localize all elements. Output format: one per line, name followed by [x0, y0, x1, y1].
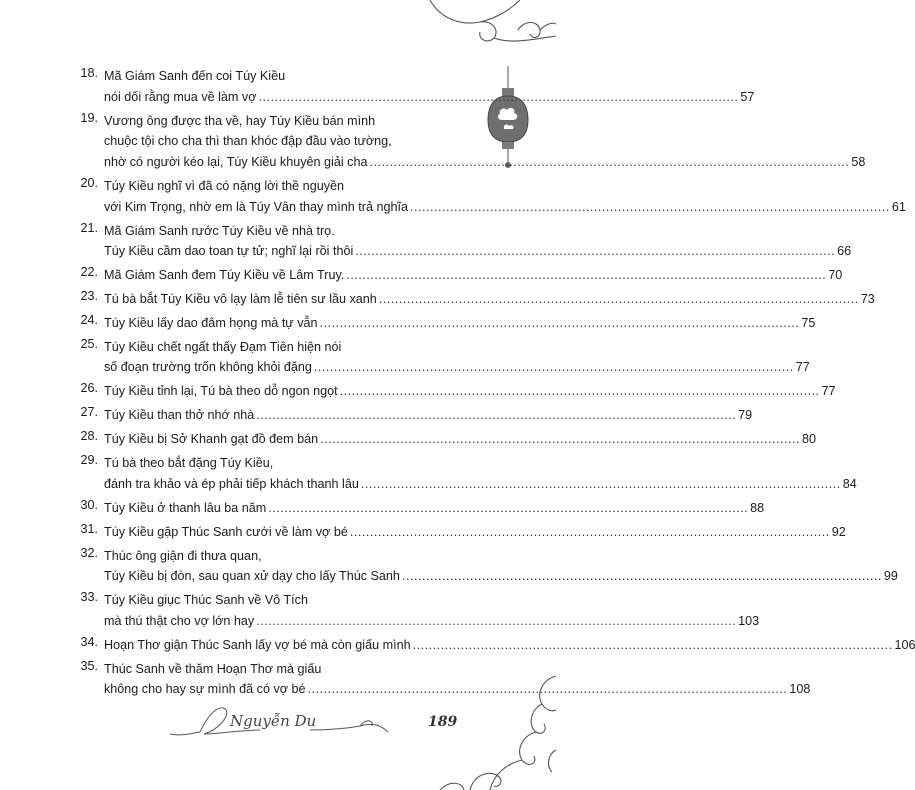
dot-leader: ........................................................................................................................ [307, 682, 788, 697]
toc-entry[interactable] [70, 312, 816, 334]
toc-entry-page: 88 [750, 500, 765, 515]
toc-entry-number: 32. [80, 545, 98, 560]
toc-entry-number: 33. [80, 590, 98, 605]
toc-entry-number: 26. [80, 381, 98, 396]
toc-entry-line [104, 357, 810, 377]
toc-entry-title: chuộc tội cho cha thì than khóc đập đầu vào tường, [104, 134, 392, 149]
toc-entry-line [104, 241, 852, 261]
dot-leader: ........................................................................................................................ [360, 476, 841, 491]
toc-entry-title: Thúc ông giận đi thưa quan, [104, 548, 262, 563]
toc-entry-page: 108 [789, 682, 811, 697]
toc-entry[interactable] [70, 634, 915, 656]
toc-entry-line [104, 566, 898, 586]
toc-entry-page: 75 [801, 315, 816, 330]
toc-entry-page: 99 [883, 569, 898, 584]
toc-entry-page: 61 [891, 199, 906, 214]
toc-entry-page: 79 [738, 408, 753, 423]
toc-entry-page: 73 [860, 292, 875, 306]
toc-entry-number: 22. [80, 265, 98, 280]
toc-entry[interactable] [70, 110, 866, 173]
toc-entry-line [104, 405, 753, 425]
dot-leader: ........................................................................................................................ [258, 89, 739, 104]
toc-entry-title: không cho hay sự mình đã có vợ bé [104, 682, 306, 697]
dot-leader: ........................................................................................................................ [256, 613, 737, 628]
toc-entry-title: Thúc Sanh về thăm Hoạn Thơ mà giấu [104, 661, 322, 676]
dot-leader: ........................................................................................................................ [268, 500, 749, 515]
toc-entry-title: nhờ có người kéo lại, Túy Kiều khuyên giải cha [104, 154, 368, 169]
toc-entry-title: Vương ông được tha về, hay Túy Kiều bán mình [104, 113, 376, 128]
toc-entry-number: 21. [80, 220, 98, 235]
dot-leader: ........................................................................................................................ [409, 199, 890, 214]
dot-leader: ........................................................................................................................ [320, 432, 800, 447]
dot-leader: ........................................................................................................................ [378, 292, 859, 306]
dot-leader: ........................................................................................................................ [256, 408, 737, 423]
toc-entry-title: Túy Kiều tỉnh lại, Tú bà theo dỗ ngon ngọt [104, 384, 338, 399]
toc-entry-title: Mã Giám Sanh đến coi Túy Kiều [104, 69, 286, 83]
toc-entry-number: 23. [80, 289, 98, 303]
toc-entry-title: Túy Kiều bị đòn, sau quan xử dạy cho lấy Thúc Sanh [104, 569, 400, 584]
toc-entry-title: Túy Kiều lấy dao đâm họng mà tự vẫn [104, 315, 318, 330]
toc-entry-title: số đoạn trường trốn không khỏi đặng [104, 360, 312, 375]
toc-entry-page: 77 [821, 384, 836, 399]
toc-entry[interactable] [70, 175, 906, 217]
toc-entry-page: 58 [851, 154, 866, 169]
toc-entry-title: Mã Giám Sanh rước Túy Kiều về nhà trọ. [104, 223, 335, 238]
toc-entry[interactable] [70, 336, 810, 378]
toc-entry[interactable] [70, 381, 836, 402]
toc-entry-number: 28. [80, 429, 98, 444]
toc-entry-title: Túy Kiều bị Sở Khanh gạt đồ đem bán [104, 432, 319, 447]
toc-entry-title: mà thú thật cho vợ lớn hay [104, 613, 255, 628]
toc-entry-line [104, 679, 811, 699]
toc-entry-title: với Kim Trọng, nhờ em là Túy Vân thay mình trả nghĩa [104, 199, 408, 214]
dot-leader: ........................................................................................................................ [355, 244, 836, 259]
toc-entry-number: 27. [80, 405, 98, 420]
toc-entry-number: 34. [80, 634, 98, 649]
toc-entry-title: Mã Giám Sanh đem Túy Kiều về Lâm Truy. [104, 268, 345, 283]
toc-entry-number: 18. [80, 66, 98, 80]
toc-entry-number: 30. [80, 497, 98, 512]
toc-entry[interactable] [70, 265, 843, 286]
toc-entry-line [104, 635, 915, 655]
toc-entry-page: 77 [795, 360, 810, 375]
toc-entry-page: 57 [740, 89, 755, 104]
toc-entry-title: Hoạn Thơ giận Thúc Sanh lấy vợ bé mà còn giấu mình [104, 637, 411, 652]
corner-ornament-top-icon [420, 0, 556, 70]
toc-entry-line [104, 289, 875, 309]
toc-entry-line [104, 522, 846, 542]
toc-entry-title: Túy Kiều nghĩ vì đã có nặng lời thề nguyền [104, 178, 345, 193]
toc-entry[interactable] [70, 429, 816, 450]
toc-entry-title: Túy Kiều giục Thúc Sanh về Vô Tích [104, 593, 308, 608]
toc-entry-number: 20. [80, 175, 98, 190]
toc-entry-page: 84 [842, 476, 857, 491]
toc-entry[interactable] [70, 658, 811, 700]
dot-leader: ........................................................................................................................ [339, 384, 820, 399]
toc-entry-title: Túy Kiều chết ngất thấy Đạm Tiên hiện nói [104, 339, 342, 354]
toc-entry[interactable] [70, 220, 852, 262]
toc-entry[interactable] [70, 521, 846, 543]
toc-entry-number: 31. [80, 521, 98, 536]
dot-leader: ........................................................................................................................ [346, 268, 827, 283]
toc-entry-number: 35. [80, 658, 98, 673]
toc-entry-line [104, 611, 760, 631]
dot-leader: ........................................................................................................................ [313, 360, 794, 375]
toc-entry-line [104, 474, 857, 494]
toc-entry-line [104, 265, 843, 285]
toc-entry-line [104, 152, 866, 172]
toc-entry-title: Túy Kiều cầm dao toan tự tử; nghĩ lại rồi thôi [104, 244, 354, 259]
author-signature: Nguyễn Du [230, 712, 317, 730]
toc-entry-title: Tú bà bắt Túy Kiều vô lạy làm lễ tiên sư lầu xanh [104, 292, 377, 306]
toc-entry-line [104, 429, 816, 449]
toc-entry[interactable] [70, 453, 857, 494]
toc-entry-line [104, 381, 836, 401]
dot-leader: ........................................................................................................................ [369, 154, 850, 169]
toc-entry[interactable] [70, 590, 760, 631]
toc-entry-number: 29. [80, 453, 98, 468]
toc-entry-line [104, 197, 906, 217]
toc-entry-line [104, 87, 755, 107]
toc-entry-title: Túy Kiều gặp Thúc Sanh cưới về làm vợ bé [104, 524, 348, 539]
toc-entry-line [104, 498, 765, 518]
toc-entry-title: Tú bà theo bắt đặng Túy Kiều, [104, 456, 274, 471]
toc-entry-page: 103 [738, 613, 760, 628]
toc-entry-number: 24. [80, 312, 98, 327]
toc-entry-page: 80 [801, 432, 816, 447]
page-number: 189 [428, 714, 458, 730]
toc-entry[interactable] [70, 289, 875, 310]
toc-entry[interactable] [70, 405, 753, 426]
toc-entry-line [104, 313, 816, 333]
toc-entry-number: 25. [80, 336, 98, 351]
dot-leader: ........................................................................................................................ [319, 315, 800, 330]
toc-entry-number: 19. [80, 110, 98, 125]
dot-leader: ........................................................................................................................ [349, 524, 830, 539]
toc-entry-page: 66 [837, 244, 852, 259]
dot-leader: ........................................................................................................................ [401, 569, 882, 584]
toc-entry-title: đánh tra khảo và ép phải tiếp khách thanh lâu [104, 476, 359, 491]
toc-entry-page: 106 [894, 637, 915, 652]
toc-entry[interactable] [70, 66, 755, 107]
toc-entry-page: 70 [828, 268, 843, 283]
toc-entry-title: Túy Kiều than thở nhớ nhà [104, 408, 255, 423]
toc-entry-page: 92 [831, 524, 846, 539]
toc-entry[interactable] [70, 497, 765, 519]
toc-entry-title: nói dối rằng mua về làm vợ [104, 89, 257, 104]
toc-entry-title: Túy Kiều ở thanh lâu ba năm [104, 500, 267, 515]
dot-leader: ........................................................................................................................ [412, 637, 893, 652]
toc-entry[interactable] [70, 545, 898, 587]
